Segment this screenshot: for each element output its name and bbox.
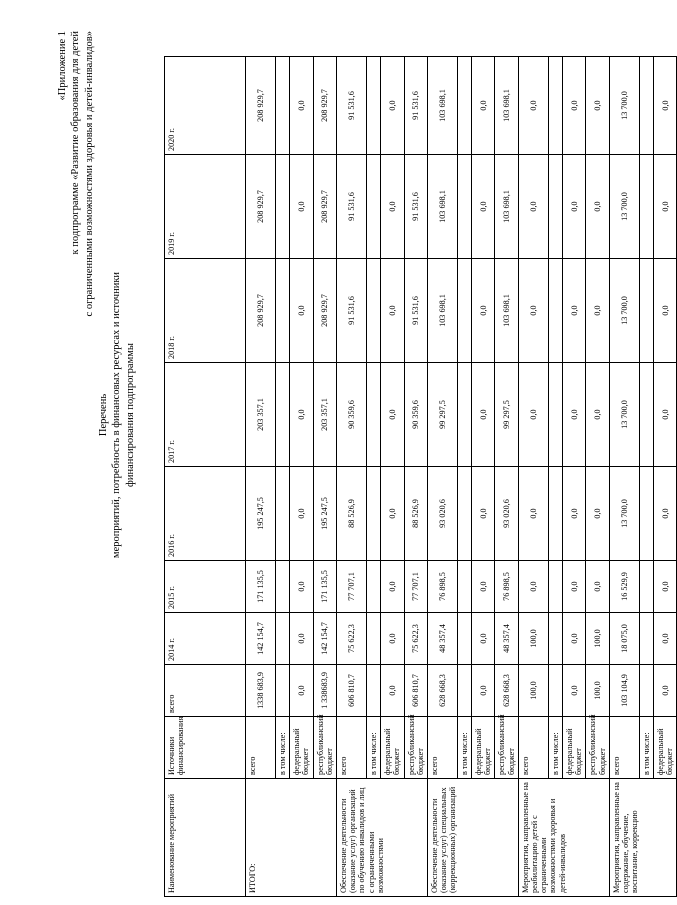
source-cell: федеральный бюджет — [563, 717, 586, 779]
funding-table — [164, 56, 677, 897]
table-row — [336, 57, 366, 897]
value-cell: 203 357,1 — [246, 363, 276, 467]
value-cell: 0,0 — [586, 363, 609, 467]
table-row — [609, 57, 639, 897]
value-cell: 0,0 — [472, 57, 495, 155]
value-cell — [366, 363, 380, 467]
value-cell: 0,0 — [653, 613, 676, 665]
value-cell: 0,0 — [290, 363, 313, 467]
value-cell: 628 668,3 — [427, 665, 457, 717]
value-cell — [548, 613, 562, 665]
source-cell: в том числе: — [548, 717, 562, 779]
value-cell — [639, 467, 653, 561]
value-cell — [548, 57, 562, 155]
source-cell: республиканский бюджет — [313, 717, 336, 779]
value-cell: 0,0 — [381, 467, 404, 561]
value-cell — [639, 613, 653, 665]
header-cell-source: Источники финансирования — [165, 717, 246, 779]
document-heading — [97, 225, 137, 605]
value-cell: 208 929,7 — [246, 57, 276, 155]
value-cell — [639, 259, 653, 363]
table-row — [276, 57, 290, 897]
value-cell: 0,0 — [563, 363, 586, 467]
value-cell: 93 020,6 — [495, 467, 518, 561]
value-cell: 13 700,0 — [609, 57, 639, 155]
value-cell: 1338 683,9 — [246, 665, 276, 717]
value-cell: 103 698,1 — [495, 155, 518, 259]
value-cell: 91 531,6 — [336, 57, 366, 155]
value-cell — [366, 57, 380, 155]
value-cell: 100,0 — [586, 665, 609, 717]
heading-title: Перечень — [98, 393, 109, 437]
value-cell: 208 929,7 — [313, 259, 336, 363]
event-name-cell: Обеспечение деятельности (оказание услуг) специальных (коррекционных) организаций — [427, 779, 518, 897]
value-cell: 606 810,7 — [404, 665, 427, 717]
header-cell-year: 2019 г. — [165, 155, 246, 259]
table-row — [495, 57, 518, 897]
appendix-line: к подпрограмме «Развитие образования для детей — [70, 31, 82, 255]
value-cell: 0,0 — [563, 561, 586, 613]
table-row — [548, 57, 562, 897]
value-cell: 0,0 — [586, 155, 609, 259]
value-cell: 13 700,0 — [609, 363, 639, 467]
value-cell — [276, 259, 290, 363]
value-cell: 0,0 — [290, 665, 313, 717]
value-cell: 103 698,1 — [495, 259, 518, 363]
value-cell: 0,0 — [290, 613, 313, 665]
value-cell: 0,0 — [472, 613, 495, 665]
value-cell — [366, 613, 380, 665]
source-cell: всего — [518, 717, 548, 779]
value-cell: 103 104,9 — [609, 665, 639, 717]
value-cell — [548, 467, 562, 561]
value-cell: 88 526,9 — [336, 467, 366, 561]
value-cell — [639, 155, 653, 259]
table-row — [246, 57, 276, 897]
value-cell — [548, 561, 562, 613]
value-cell — [639, 57, 653, 155]
value-cell — [457, 155, 471, 259]
source-cell: республиканский бюджет — [404, 717, 427, 779]
header-cell-year: 2018 г. — [165, 259, 246, 363]
value-cell: 0,0 — [381, 613, 404, 665]
value-cell — [276, 155, 290, 259]
value-cell: 628 668,3 — [495, 665, 518, 717]
value-cell: 0,0 — [381, 259, 404, 363]
value-cell: 91 531,6 — [404, 259, 427, 363]
value-cell: 0,0 — [563, 259, 586, 363]
value-cell: 91 531,6 — [336, 155, 366, 259]
table-row — [404, 57, 427, 897]
value-cell — [276, 57, 290, 155]
value-cell: 171 135,5 — [246, 561, 276, 613]
source-cell: в том числе: — [276, 717, 290, 779]
value-cell: 142 154,7 — [313, 613, 336, 665]
value-cell: 0,0 — [518, 155, 548, 259]
table-row — [366, 57, 380, 897]
value-cell: 171 135,5 — [313, 561, 336, 613]
value-cell: 0,0 — [472, 259, 495, 363]
value-cell: 195 247,5 — [313, 467, 336, 561]
event-name-cell: Мероприятия, направленные на содержание, обучение, воспитание, коррекцию — [609, 779, 677, 897]
value-cell — [457, 467, 471, 561]
value-cell: 0,0 — [290, 57, 313, 155]
source-cell: федеральный бюджет — [381, 717, 404, 779]
source-cell: всего — [336, 717, 366, 779]
value-cell: 0,0 — [290, 259, 313, 363]
table-row — [586, 57, 609, 897]
table-row — [457, 57, 471, 897]
value-cell — [366, 259, 380, 363]
value-cell: 0,0 — [653, 155, 676, 259]
value-cell: 0,0 — [472, 561, 495, 613]
value-cell — [276, 561, 290, 613]
source-cell: всего — [609, 717, 639, 779]
value-cell — [366, 467, 380, 561]
value-cell: 91 531,6 — [336, 259, 366, 363]
table-row — [639, 57, 653, 897]
value-cell — [276, 665, 290, 717]
value-cell: 99 297,5 — [427, 363, 457, 467]
value-cell: 16 529,9 — [609, 561, 639, 613]
value-cell: 48 357,4 — [495, 613, 518, 665]
table-row — [381, 57, 404, 897]
value-cell: 0,0 — [518, 57, 548, 155]
value-cell: 103 698,1 — [427, 155, 457, 259]
value-cell: 0,0 — [381, 363, 404, 467]
appendix-line: «Приложение 1 — [57, 31, 68, 101]
value-cell: 0,0 — [472, 467, 495, 561]
value-cell: 208 929,7 — [246, 155, 276, 259]
event-name-cell: ИТОГО: — [246, 779, 337, 897]
value-cell: 91 531,6 — [404, 57, 427, 155]
value-cell: 0,0 — [653, 467, 676, 561]
value-cell: 18 075,0 — [609, 613, 639, 665]
value-cell: 0,0 — [381, 561, 404, 613]
event-name-cell: Мероприятия, направленные на реабилитацию детей с ограниченными возможностями здоровья и детей-инвалидов — [518, 779, 609, 897]
value-cell — [548, 665, 562, 717]
value-cell: 0,0 — [563, 155, 586, 259]
value-cell: 0,0 — [290, 467, 313, 561]
source-cell: всего — [427, 717, 457, 779]
value-cell: 90 359,6 — [336, 363, 366, 467]
value-cell — [366, 155, 380, 259]
heading-line: мероприятий, потребность в финансовых ресурсах и источники — [111, 271, 123, 559]
table-row — [313, 57, 336, 897]
value-cell: 142 154,7 — [246, 613, 276, 665]
value-cell — [548, 155, 562, 259]
value-cell: 0,0 — [653, 363, 676, 467]
value-cell — [276, 613, 290, 665]
value-cell: 0,0 — [290, 561, 313, 613]
value-cell: 99 297,5 — [495, 363, 518, 467]
value-cell — [366, 561, 380, 613]
value-cell: 0,0 — [472, 155, 495, 259]
value-cell: 0,0 — [381, 665, 404, 717]
value-cell — [457, 259, 471, 363]
value-cell: 103 698,1 — [495, 57, 518, 155]
value-cell: 0,0 — [586, 57, 609, 155]
value-cell: 88 526,9 — [404, 467, 427, 561]
heading-line: финансирования подпрограммы — [124, 343, 136, 487]
value-cell: 0,0 — [586, 467, 609, 561]
appendix-line: с ограниченными возможностями здоровья и детей-инвалидов» — [83, 31, 95, 317]
header-cell-name: Наименование мероприятий — [165, 779, 246, 897]
source-cell: в том числе: — [366, 717, 380, 779]
table-row — [290, 57, 313, 897]
event-name-cell: Обеспечение деятельности (оказание услуг) организаций по обучению инвалидов и лиц с ограниченными возможностями — [336, 779, 427, 897]
value-cell: 0,0 — [518, 561, 548, 613]
source-cell: федеральный бюджет — [653, 717, 676, 779]
value-cell — [548, 363, 562, 467]
value-cell: 208 929,7 — [313, 57, 336, 155]
value-cell: 100,0 — [586, 613, 609, 665]
value-cell: 76 898,5 — [427, 561, 457, 613]
header-cell-year: 2014 г. — [165, 613, 246, 665]
value-cell — [457, 613, 471, 665]
table-row — [653, 57, 676, 897]
value-cell — [639, 363, 653, 467]
table-row — [563, 57, 586, 897]
value-cell: 75 622,3 — [336, 613, 366, 665]
source-cell: республиканский бюджет — [495, 717, 518, 779]
value-cell: 103 698,1 — [427, 259, 457, 363]
value-cell: 77 707,1 — [404, 561, 427, 613]
source-cell: в том числе: — [457, 717, 471, 779]
value-cell: 0,0 — [563, 613, 586, 665]
value-cell — [366, 665, 380, 717]
value-cell: 103 698,1 — [427, 57, 457, 155]
value-cell: 93 020,6 — [427, 467, 457, 561]
value-cell: 208 929,7 — [246, 259, 276, 363]
value-cell: 0,0 — [518, 363, 548, 467]
value-cell: 77 707,1 — [336, 561, 366, 613]
value-cell: 0,0 — [472, 363, 495, 467]
value-cell: 0,0 — [653, 57, 676, 155]
source-cell: всего — [246, 717, 276, 779]
value-cell: 606 810,7 — [336, 665, 366, 717]
table-row — [427, 57, 457, 897]
value-cell: 76 898,5 — [495, 561, 518, 613]
value-cell: 91 531,6 — [404, 155, 427, 259]
table-body — [246, 57, 677, 897]
source-cell: федеральный бюджет — [290, 717, 313, 779]
value-cell: 0,0 — [653, 561, 676, 613]
value-cell: 195 247,5 — [246, 467, 276, 561]
value-cell — [457, 57, 471, 155]
value-cell — [548, 259, 562, 363]
value-cell — [457, 561, 471, 613]
header-cell-year: 2020 г. — [165, 57, 246, 155]
source-cell: в том числе: — [639, 717, 653, 779]
value-cell: 100,0 — [518, 613, 548, 665]
header-cell-year: 2015 г. — [165, 561, 246, 613]
value-cell: 0,0 — [586, 259, 609, 363]
value-cell: 0,0 — [653, 665, 676, 717]
value-cell: 48 357,4 — [427, 613, 457, 665]
source-cell: федеральный бюджет — [472, 717, 495, 779]
value-cell: 100,0 — [518, 665, 548, 717]
value-cell: 13 700,0 — [609, 259, 639, 363]
table-row — [518, 57, 548, 897]
value-cell — [457, 363, 471, 467]
table-row — [472, 57, 495, 897]
value-cell: 75 622,3 — [404, 613, 427, 665]
appendix-note — [56, 31, 96, 316]
value-cell: 13 700,0 — [609, 155, 639, 259]
value-cell: 0,0 — [653, 259, 676, 363]
value-cell: 0,0 — [518, 467, 548, 561]
header-cell-year: всего — [165, 665, 246, 717]
header-cell-year: 2017 г. — [165, 363, 246, 467]
value-cell: 0,0 — [563, 467, 586, 561]
value-cell: 13 700,0 — [609, 467, 639, 561]
value-cell: 90 359,6 — [404, 363, 427, 467]
value-cell: 0,0 — [518, 259, 548, 363]
value-cell — [276, 467, 290, 561]
value-cell: 0,0 — [290, 155, 313, 259]
value-cell: 0,0 — [586, 561, 609, 613]
value-cell: 0,0 — [563, 57, 586, 155]
value-cell — [639, 561, 653, 613]
value-cell: 1 338683,9 — [313, 665, 336, 717]
value-cell: 0,0 — [563, 665, 586, 717]
value-cell: 0,0 — [381, 57, 404, 155]
value-cell: 0,0 — [472, 665, 495, 717]
source-cell: республиканский бюджет — [586, 717, 609, 779]
value-cell: 203 357,1 — [313, 363, 336, 467]
header-cell-year: 2016 г. — [165, 467, 246, 561]
value-cell: 208 929,7 — [313, 155, 336, 259]
table-header-row — [165, 57, 246, 897]
value-cell — [457, 665, 471, 717]
value-cell — [639, 665, 653, 717]
value-cell — [276, 363, 290, 467]
value-cell: 0,0 — [381, 155, 404, 259]
